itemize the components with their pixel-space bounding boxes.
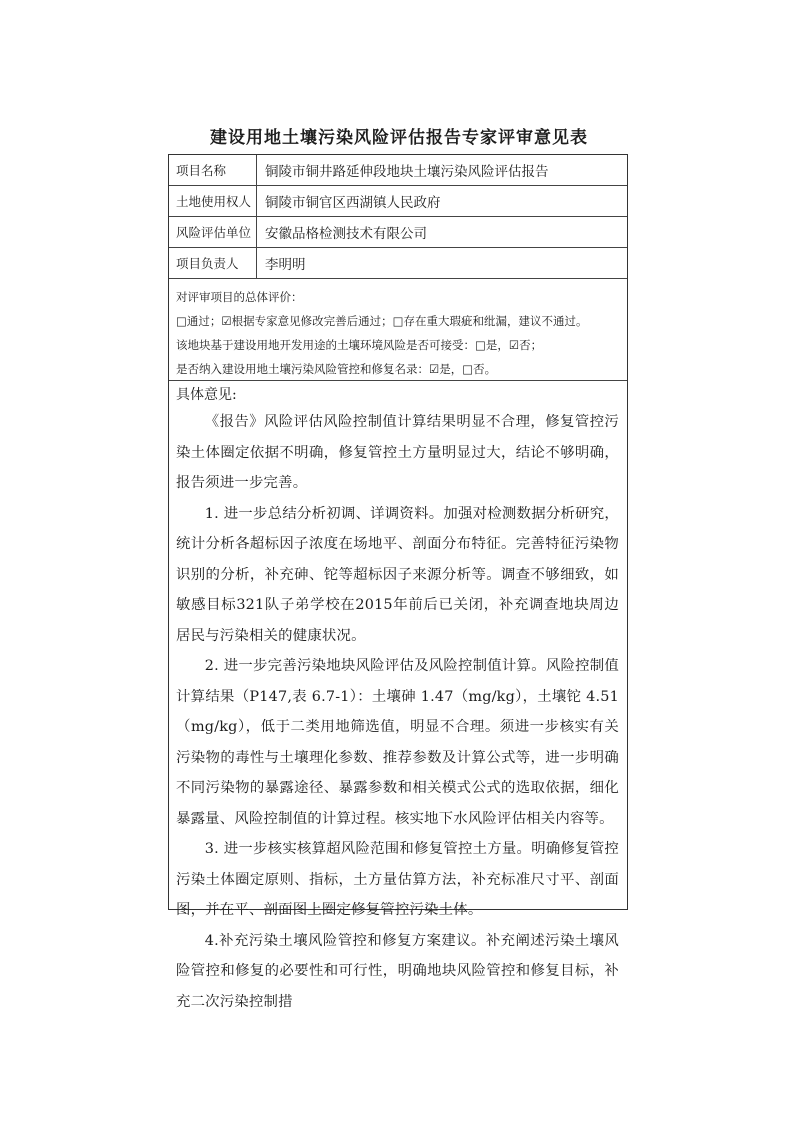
opinion-paragraph-3: 3. 进一步核实核算超风险范围和修复管控土方量。明确修复管控污染土体圈定原则、指标，土方量估算方法，补充标准尺寸平、剖面图，并在平、剖面图上圈定修复管控污染土体。 [176,841,619,918]
project-name-label: 项目名称 [169,155,257,185]
evaluation-pass-options: □通过；☑根据专家意见修改完善后通过；□存在重大瑕疵和纰漏，建议不通过。 [176,314,588,328]
opinion-paragraph-4: 4.补充污染土壤风险管控和修复方案建议。补充阐述污染土壤风险管控和修复的必要性和可行性，明确地块风险管控和修复目标，补充二次污染控制措 [176,932,619,1010]
project-name-row [169,155,627,186]
assessment-unit-row [169,217,627,248]
document-title: 建设用地土壤污染风险评估报告专家评审意见表 [210,128,588,148]
project-name-value: 铜陵市铜井路延伸段地块土壤污染风险评估报告 [265,164,549,180]
assessment-unit-value: 安徽品格检测技术有限公司 [265,226,427,242]
project-leader-row [169,248,627,279]
opinions-heading: 具体意见: [176,387,237,403]
evaluation-heading: 对评审项目的总体评价： [176,290,303,304]
land-owner-row [169,186,627,217]
review-form-table [168,154,628,1010]
assessment-unit-label: 风险评估单位 [169,217,257,247]
land-owner-value: 铜陵市铜官区西湖镇人民政府 [265,195,441,211]
overall-evaluation-section [169,279,627,381]
opinion-paragraph-1: 1. 进一步总结分析初调、详调资料。加强对检测数据分析研究，统计分析各超标因子浓度在场地平、剖面分布特征。完善特征污染物识别的分析，补充砷、铊等超标因子来源分析等。调查不够细致，如敏感目标321队子弟学校在2015年前后已关闭，补充调查地块周边居民与污染相关的健康状况。 [176,505,619,644]
opinion-paragraph-2: 2. 进一步完善污染地块风险评估及风险控制值计算。风险控制值计算结果（P147,表 6.7-1）：土壤砷 1.47（mg/kg），土壤铊 4.51（mg/kg），低于二类用地筛选值，明显不合理。须进一步核实有关污染物的毒性与土壤理化参数、推荐参数及计算公式等，进一步明确不同污染物的暴露途径、暴露参数和相关模式公式的选取依据，细化暴露量、风险控制值的计算过程。核实地下水风险评估相关内容等。 [176,658,619,827]
specific-opinions-section [169,381,627,1017]
risk-acceptable-options: 该地块基于建设用地开发用途的土壤环境风险是否可接受：□是，☑否； [176,338,543,352]
opinion-paragraph-summary: 《报告》风险评估风险控制值计算结果明显不合理，修复管控污染土体圈定依据不明确，修复管控土方量明显过大，结论不够明确，报告须进一步完善。 [176,414,619,491]
project-leader-value: 李明明 [265,257,306,273]
land-owner-label: 土地使用权人 [169,186,257,216]
project-leader-label: 项目负责人 [169,248,257,278]
list-inclusion-options: 是否纳入建设用地土壤污染风险管控和修复名录：☑是，□否。 [176,362,497,376]
